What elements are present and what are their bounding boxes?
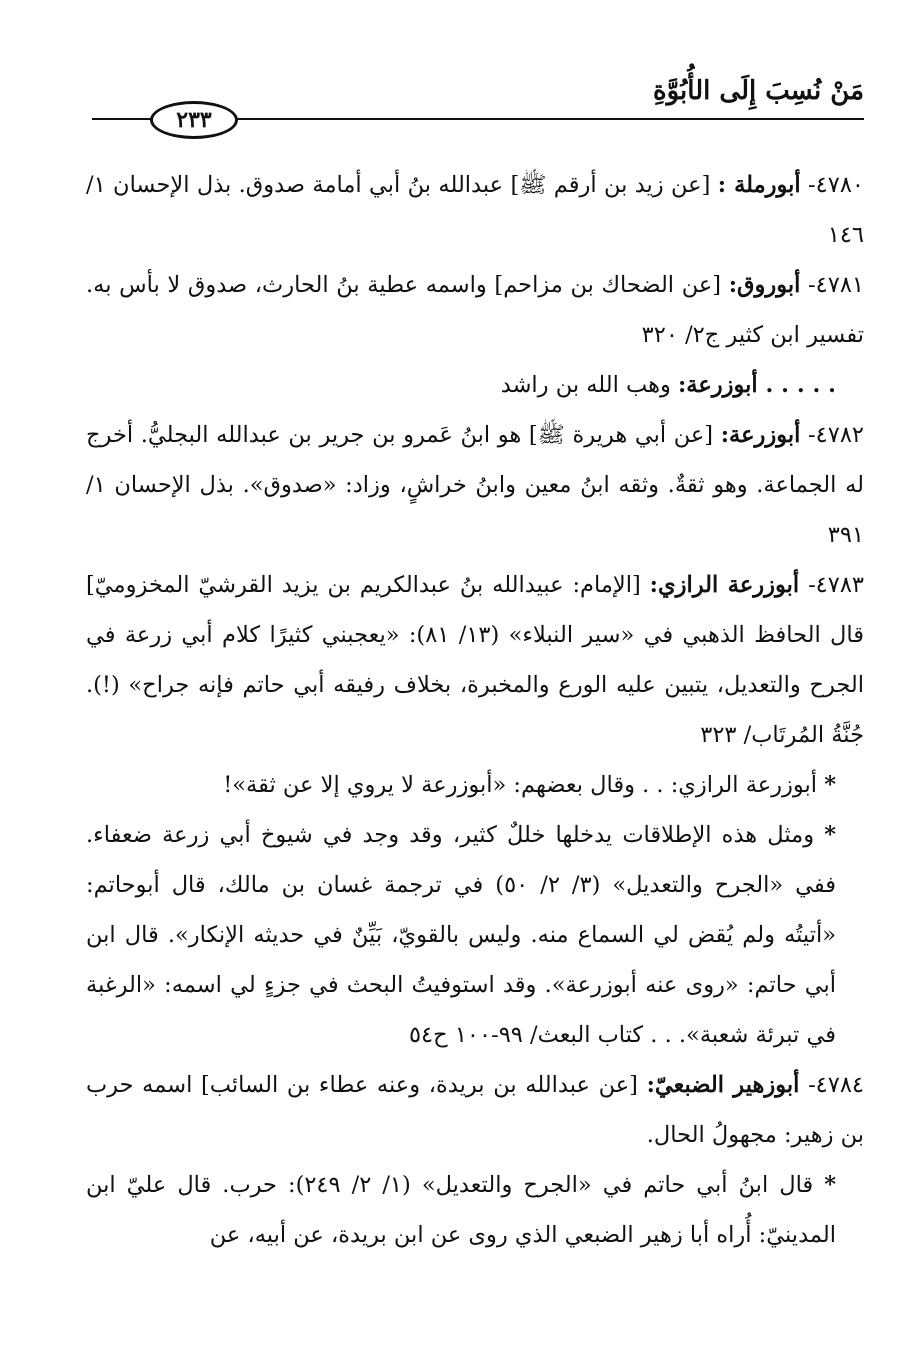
note-text: قال ابنُ أبي حاتم في «الجرح والتعديل» (١/ ٢/ ٢٤٩): حرب. قال عليّ ابن المدينيّ: أُراه أبا زهير الضبعي الذي روى عن ابن بريدة، عن أبيه، عن [86, 1172, 836, 1248]
entry-text: [عن زيد بن أرقم ﷺ] عبدالله بنُ أبي أمامة صدوق. بذل الإحسان ١/ ١٤٦ [86, 172, 864, 248]
entry-name: أبوزرعة الرازي: [649, 572, 800, 598]
note-marker: * [824, 1172, 836, 1198]
running-header-title: مَنْ نُسِبَ إِلَى الأُبُوَّةِ [652, 76, 864, 106]
note-paragraph [86, 810, 864, 1060]
entry-text: [عن أبي هريرة ﷺ] هو ابنُ عَمرو بن جرير بن عبدالله البجليُّ. أخرج له الجماعة. وهو ثقةٌ. وثقه ابنُ معين وابنُ خراشٍ، وزاد: «صدوق». بذل الإحسان ١/ ٣٩١ [86, 422, 864, 548]
note-marker: * [824, 822, 837, 848]
entry-number: ٤٧٨٣- [808, 572, 865, 598]
note-text: ومثل هذه الإطلاقات يدخلها خللٌ كثير، وقد وجد في شيوخ أبي زرعة ضعفاء. ففي «الجرح والتعديل» (٣/ ٢/ ٥٠) في ترجمة غسان بن مالك، قال أبوحاتم: «أتيتُه ولم يُقض لي السماع منه. وليس بالقويّ، بَيِّنٌ في حديثه الإنكار». قال ابن أبي حاتم: «روى عنه أبوزرعة». وقد استوفيتُ البحث في جزءٍ لي اسمه: «الرغبة في تبرئة شعبة». . . كتاب البعث/ ٩٩-١٠٠ ح٥٤ [86, 822, 836, 1048]
entry-number: ٤٧٨١- [808, 272, 864, 298]
page-body [86, 160, 864, 1260]
entry-text: [عن الضحاك بن مزاحم] واسمه عطية بنُ الحارث، صدوق لا بأس به. تفسير ابن كثير ج٢/ ٣٢٠ [86, 272, 864, 348]
note-text: أبوزرعة الرازي: . . وقال بعضهم: «أبوزرعة لا يروي إلا عن ثقة»! [223, 772, 818, 798]
note-marker: * [824, 772, 836, 798]
entry-name: أبوروق: [728, 272, 801, 298]
cross-reference-abuzurah [86, 360, 864, 410]
entry-text: [الإمام: عبيدالله بنُ عبدالكريم بن يزيد القرشيّ المخزوميّ] قال الحافظ الذهبي في «سير النبلاء» (١٣/ ٨١): «يعجبني كثيرًا كلام أبي زرعة في الجرح والتعديل، يتبين عليه الورع والمخبرة، بخلاف رفيقه أبي حاتم فإنه جراح» (!). جُنَّةُ المُرتَاب/ ٣٢٣ [86, 572, 865, 748]
note-paragraph [86, 1160, 864, 1260]
entry-number: ٤٧٨٠- [808, 172, 864, 198]
entry-text: [عن عبدالله بن بريدة، وعنه عطاء بن السائب] اسمه حرب بن زهير: مجهولُ الحال. [86, 1072, 864, 1148]
note-paragraph [86, 760, 864, 810]
entry-4782 [86, 410, 864, 560]
entry-4784 [86, 1060, 864, 1160]
entry-name: أبوزهير الضبعيّ: [646, 1072, 800, 1098]
entry-4781 [86, 260, 864, 360]
page-number: ٢٣٣ [150, 101, 238, 139]
entry-name: أبورملة : [717, 172, 801, 198]
entry-number: ٤٧٨٢- [808, 422, 864, 448]
entry-number: ٤٧٨٤- [808, 1072, 865, 1098]
entry-name: . . . . . أبوزرعة: [678, 372, 836, 398]
entry-name: أبوزرعة: [720, 422, 801, 448]
entry-text: وهب الله بن راشد [500, 372, 671, 398]
entry-4780 [86, 160, 864, 260]
entry-4783 [86, 560, 864, 760]
